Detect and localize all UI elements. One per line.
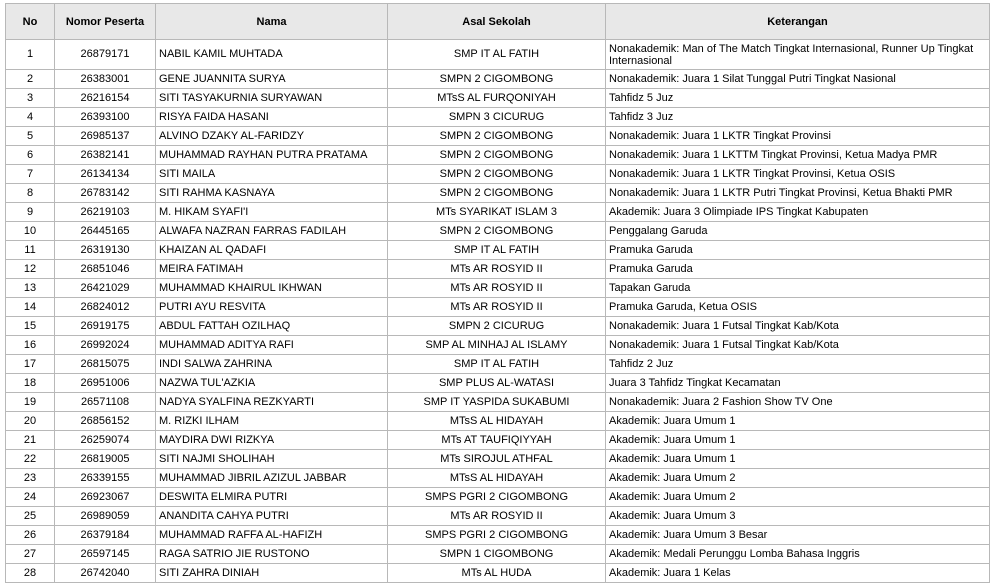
cell-keterangan: Tapakan Garuda bbox=[606, 279, 990, 298]
cell-nomor-peserta: 26783142 bbox=[55, 184, 156, 203]
cell-asal-sekolah: MTs AL HUDA bbox=[388, 564, 606, 583]
cell-keterangan: Tahfidz 2 Juz bbox=[606, 355, 990, 374]
cell-keterangan: Akademik: Juara 1 Kelas bbox=[606, 564, 990, 583]
participant-table bbox=[5, 3, 990, 583]
cell-no: 20 bbox=[6, 412, 55, 431]
cell-nomor-peserta: 26319130 bbox=[55, 241, 156, 260]
cell-no: 8 bbox=[6, 184, 55, 203]
cell-nama: MUHAMMAD JIBRIL AZIZUL JABBAR bbox=[156, 469, 388, 488]
cell-asal-sekolah: MTsS AL HIDAYAH bbox=[388, 412, 606, 431]
table-row bbox=[6, 279, 990, 298]
cell-nomor-peserta: 26134134 bbox=[55, 165, 156, 184]
cell-no: 23 bbox=[6, 469, 55, 488]
cell-keterangan: Nonakademik: Juara 1 Futsal Tingkat Kab/Kota bbox=[606, 317, 990, 336]
table-row bbox=[6, 374, 990, 393]
cell-asal-sekolah: SMP PLUS AL-WATASI bbox=[388, 374, 606, 393]
cell-nomor-peserta: 26819005 bbox=[55, 450, 156, 469]
cell-nama: MUHAMMAD RAYHAN PUTRA PRATAMA bbox=[156, 146, 388, 165]
table-row bbox=[6, 184, 990, 203]
cell-asal-sekolah: SMPN 1 CIGOMBONG bbox=[388, 545, 606, 564]
cell-keterangan: Akademik: Medali Perunggu Lomba Bahasa Inggris bbox=[606, 545, 990, 564]
cell-no: 6 bbox=[6, 146, 55, 165]
cell-no: 17 bbox=[6, 355, 55, 374]
cell-no: 19 bbox=[6, 393, 55, 412]
cell-nama: MUHAMMAD ADITYA RAFI bbox=[156, 336, 388, 355]
table-row bbox=[6, 336, 990, 355]
cell-no: 26 bbox=[6, 526, 55, 545]
cell-nama: PUTRI AYU RESVITA bbox=[156, 298, 388, 317]
table-row bbox=[6, 526, 990, 545]
cell-nomor-peserta: 26379184 bbox=[55, 526, 156, 545]
cell-asal-sekolah: SMP IT AL FATIH bbox=[388, 355, 606, 374]
cell-asal-sekolah: MTsS AL FURQONIYAH bbox=[388, 89, 606, 108]
cell-asal-sekolah: SMP IT YASPIDA SUKABUMI bbox=[388, 393, 606, 412]
table-row bbox=[6, 450, 990, 469]
table-row bbox=[6, 89, 990, 108]
cell-nomor-peserta: 26951006 bbox=[55, 374, 156, 393]
cell-keterangan: Akademik: Juara Umum 1 bbox=[606, 431, 990, 450]
table-row bbox=[6, 355, 990, 374]
header-row bbox=[6, 4, 990, 40]
cell-no: 4 bbox=[6, 108, 55, 127]
table-row bbox=[6, 298, 990, 317]
cell-no: 22 bbox=[6, 450, 55, 469]
cell-nama: SITI NAJMI SHOLIHAH bbox=[156, 450, 388, 469]
cell-keterangan: Nonakademik: Juara 1 Silat Tunggal Putri Tingkat Nasional bbox=[606, 70, 990, 89]
cell-no: 7 bbox=[6, 165, 55, 184]
table-row bbox=[6, 431, 990, 450]
cell-asal-sekolah: SMP IT AL FATIH bbox=[388, 241, 606, 260]
cell-no: 9 bbox=[6, 203, 55, 222]
table-row bbox=[6, 469, 990, 488]
cell-no: 5 bbox=[6, 127, 55, 146]
cell-keterangan: Nonakademik: Juara 1 LKTR Putri Tingkat Provinsi, Ketua Bhakti PMR bbox=[606, 184, 990, 203]
table-row bbox=[6, 165, 990, 184]
cell-nama: SITI MAILA bbox=[156, 165, 388, 184]
cell-nomor-peserta: 26919175 bbox=[55, 317, 156, 336]
cell-no: 28 bbox=[6, 564, 55, 583]
table-row bbox=[6, 412, 990, 431]
cell-nama: RAGA SATRIO JIE RUSTONO bbox=[156, 545, 388, 564]
header-nama: Nama bbox=[156, 4, 388, 40]
cell-nomor-peserta: 26989059 bbox=[55, 507, 156, 526]
cell-nama: M. RIZKI ILHAM bbox=[156, 412, 388, 431]
table-row bbox=[6, 507, 990, 526]
cell-keterangan: Pramuka Garuda bbox=[606, 260, 990, 279]
table-body bbox=[6, 40, 990, 583]
cell-asal-sekolah: SMPN 2 CIGOMBONG bbox=[388, 222, 606, 241]
header-asal-sekolah: Asal Sekolah bbox=[388, 4, 606, 40]
cell-asal-sekolah: SMPN 3 CICURUG bbox=[388, 108, 606, 127]
cell-keterangan: Juara 3 Tahfidz Tingkat Kecamatan bbox=[606, 374, 990, 393]
cell-asal-sekolah: SMPN 2 CICURUG bbox=[388, 317, 606, 336]
cell-nama: RISYA FAIDA HASANI bbox=[156, 108, 388, 127]
cell-nomor-peserta: 26445165 bbox=[55, 222, 156, 241]
cell-keterangan: Akademik: Juara Umum 2 bbox=[606, 469, 990, 488]
cell-nama: MUHAMMAD KHAIRUL IKHWAN bbox=[156, 279, 388, 298]
table-row bbox=[6, 146, 990, 165]
cell-asal-sekolah: SMPS PGRI 2 CIGOMBONG bbox=[388, 488, 606, 507]
cell-no: 13 bbox=[6, 279, 55, 298]
cell-asal-sekolah: SMPN 2 CIGOMBONG bbox=[388, 70, 606, 89]
cell-keterangan: Nonakademik: Juara 1 LKTR Tingkat Provinsi bbox=[606, 127, 990, 146]
cell-keterangan: Akademik: Juara Umum 2 bbox=[606, 488, 990, 507]
cell-asal-sekolah: MTs AR ROSYID II bbox=[388, 260, 606, 279]
cell-asal-sekolah: SMPN 2 CIGOMBONG bbox=[388, 184, 606, 203]
cell-keterangan: Tahfidz 3 Juz bbox=[606, 108, 990, 127]
cell-asal-sekolah: MTs AR ROSYID II bbox=[388, 279, 606, 298]
table-row bbox=[6, 108, 990, 127]
cell-nomor-peserta: 26216154 bbox=[55, 89, 156, 108]
cell-nama: NABIL KAMIL MUHTADA bbox=[156, 40, 388, 70]
cell-nama: NADYA SYALFINA REZKYARTI bbox=[156, 393, 388, 412]
table-row bbox=[6, 222, 990, 241]
cell-keterangan: Tahfidz 5 Juz bbox=[606, 89, 990, 108]
table-row bbox=[6, 564, 990, 583]
cell-no: 11 bbox=[6, 241, 55, 260]
cell-nomor-peserta: 26879171 bbox=[55, 40, 156, 70]
header-nomor-peserta: Nomor Peserta bbox=[55, 4, 156, 40]
cell-keterangan: Nonakademik: Juara 1 LKTR Tingkat Provinsi, Ketua OSIS bbox=[606, 165, 990, 184]
cell-no: 3 bbox=[6, 89, 55, 108]
cell-nomor-peserta: 26856152 bbox=[55, 412, 156, 431]
cell-nama: M. HIKAM SYAFI'I bbox=[156, 203, 388, 222]
cell-nama: ALVINO DZAKY AL-FARIDZY bbox=[156, 127, 388, 146]
cell-nomor-peserta: 26382141 bbox=[55, 146, 156, 165]
cell-nomor-peserta: 26923067 bbox=[55, 488, 156, 507]
cell-nama: DESWITA ELMIRA PUTRI bbox=[156, 488, 388, 507]
cell-nomor-peserta: 26985137 bbox=[55, 127, 156, 146]
cell-keterangan: Nonakademik: Juara 1 Futsal Tingkat Kab/Kota bbox=[606, 336, 990, 355]
cell-nomor-peserta: 26259074 bbox=[55, 431, 156, 450]
cell-asal-sekolah: MTs SYARIKAT ISLAM 3 bbox=[388, 203, 606, 222]
cell-no: 15 bbox=[6, 317, 55, 336]
cell-asal-sekolah: MTs AR ROSYID II bbox=[388, 507, 606, 526]
cell-keterangan: Akademik: Juara 3 Olimpiade IPS Tingkat Kabupaten bbox=[606, 203, 990, 222]
cell-no: 12 bbox=[6, 260, 55, 279]
cell-no: 16 bbox=[6, 336, 55, 355]
cell-nomor-peserta: 26992024 bbox=[55, 336, 156, 355]
cell-nomor-peserta: 26219103 bbox=[55, 203, 156, 222]
cell-nomor-peserta: 26824012 bbox=[55, 298, 156, 317]
cell-asal-sekolah: MTsS AL HIDAYAH bbox=[388, 469, 606, 488]
cell-keterangan: Akademik: Juara Umum 1 bbox=[606, 450, 990, 469]
table-row bbox=[6, 127, 990, 146]
cell-nama: SITI TASYAKURNIA SURYAWAN bbox=[156, 89, 388, 108]
cell-keterangan: Akademik: Juara Umum 3 bbox=[606, 507, 990, 526]
header-keterangan: Keterangan bbox=[606, 4, 990, 40]
cell-no: 1 bbox=[6, 40, 55, 70]
cell-nama: ANANDITA CAHYA PUTRI bbox=[156, 507, 388, 526]
cell-nomor-peserta: 26742040 bbox=[55, 564, 156, 583]
cell-asal-sekolah: SMPN 2 CIGOMBONG bbox=[388, 165, 606, 184]
cell-nama: SITI ZAHRA DINIAH bbox=[156, 564, 388, 583]
cell-no: 21 bbox=[6, 431, 55, 450]
cell-asal-sekolah: SMPN 2 CIGOMBONG bbox=[388, 127, 606, 146]
cell-no: 18 bbox=[6, 374, 55, 393]
table-row bbox=[6, 260, 990, 279]
cell-nomor-peserta: 26393100 bbox=[55, 108, 156, 127]
cell-nomor-peserta: 26383001 bbox=[55, 70, 156, 89]
cell-nama: ALWAFA NAZRAN FARRAS FADILAH bbox=[156, 222, 388, 241]
cell-nomor-peserta: 26421029 bbox=[55, 279, 156, 298]
cell-no: 2 bbox=[6, 70, 55, 89]
table-row bbox=[6, 70, 990, 89]
cell-asal-sekolah: SMPN 2 CIGOMBONG bbox=[388, 146, 606, 165]
cell-keterangan: Nonakademik: Man of The Match Tingkat Internasional, Runner Up Tingkat Internasional bbox=[606, 40, 990, 70]
cell-keterangan: Penggalang Garuda bbox=[606, 222, 990, 241]
cell-no: 14 bbox=[6, 298, 55, 317]
cell-no: 10 bbox=[6, 222, 55, 241]
cell-nama: SITI RAHMA KASNAYA bbox=[156, 184, 388, 203]
cell-nomor-peserta: 26815075 bbox=[55, 355, 156, 374]
cell-nama: INDI SALWA ZAHRINA bbox=[156, 355, 388, 374]
cell-nama: MEIRA FATIMAH bbox=[156, 260, 388, 279]
cell-nama: NAZWA TUL'AZKIA bbox=[156, 374, 388, 393]
cell-asal-sekolah: SMP IT AL FATIH bbox=[388, 40, 606, 70]
cell-nomor-peserta: 26339155 bbox=[55, 469, 156, 488]
header-no: No bbox=[6, 4, 55, 40]
table-row bbox=[6, 488, 990, 507]
cell-no: 25 bbox=[6, 507, 55, 526]
table-row bbox=[6, 203, 990, 222]
cell-keterangan: Akademik: Juara Umum 3 Besar bbox=[606, 526, 990, 545]
cell-nama: MUHAMMAD RAFFA AL-HAFIZH bbox=[156, 526, 388, 545]
table-row bbox=[6, 317, 990, 336]
cell-asal-sekolah: SMP AL MINHAJ AL ISLAMY bbox=[388, 336, 606, 355]
cell-nomor-peserta: 26597145 bbox=[55, 545, 156, 564]
cell-nama: ABDUL FATTAH OZILHAQ bbox=[156, 317, 388, 336]
cell-asal-sekolah: MTs AT TAUFIQIYYAH bbox=[388, 431, 606, 450]
cell-keterangan: Nonakademik: Juara 1 LKTTM Tingkat Provinsi, Ketua Madya PMR bbox=[606, 146, 990, 165]
cell-nomor-peserta: 26571108 bbox=[55, 393, 156, 412]
cell-keterangan: Nonakademik: Juara 2 Fashion Show TV One bbox=[606, 393, 990, 412]
table-row bbox=[6, 40, 990, 70]
cell-asal-sekolah: SMPS PGRI 2 CIGOMBONG bbox=[388, 526, 606, 545]
cell-keterangan: Akademik: Juara Umum 1 bbox=[606, 412, 990, 431]
cell-asal-sekolah: MTs AR ROSYID II bbox=[388, 298, 606, 317]
cell-keterangan: Pramuka Garuda, Ketua OSIS bbox=[606, 298, 990, 317]
cell-nomor-peserta: 26851046 bbox=[55, 260, 156, 279]
cell-keterangan: Pramuka Garuda bbox=[606, 241, 990, 260]
cell-asal-sekolah: MTs SIROJUL ATHFAL bbox=[388, 450, 606, 469]
table-row bbox=[6, 545, 990, 564]
cell-no: 24 bbox=[6, 488, 55, 507]
table-row bbox=[6, 241, 990, 260]
cell-nama: GENE JUANNITA SURYA bbox=[156, 70, 388, 89]
cell-nama: KHAIZAN AL QADAFI bbox=[156, 241, 388, 260]
table-row bbox=[6, 393, 990, 412]
cell-no: 27 bbox=[6, 545, 55, 564]
cell-nama: MAYDIRA DWI RIZKYA bbox=[156, 431, 388, 450]
